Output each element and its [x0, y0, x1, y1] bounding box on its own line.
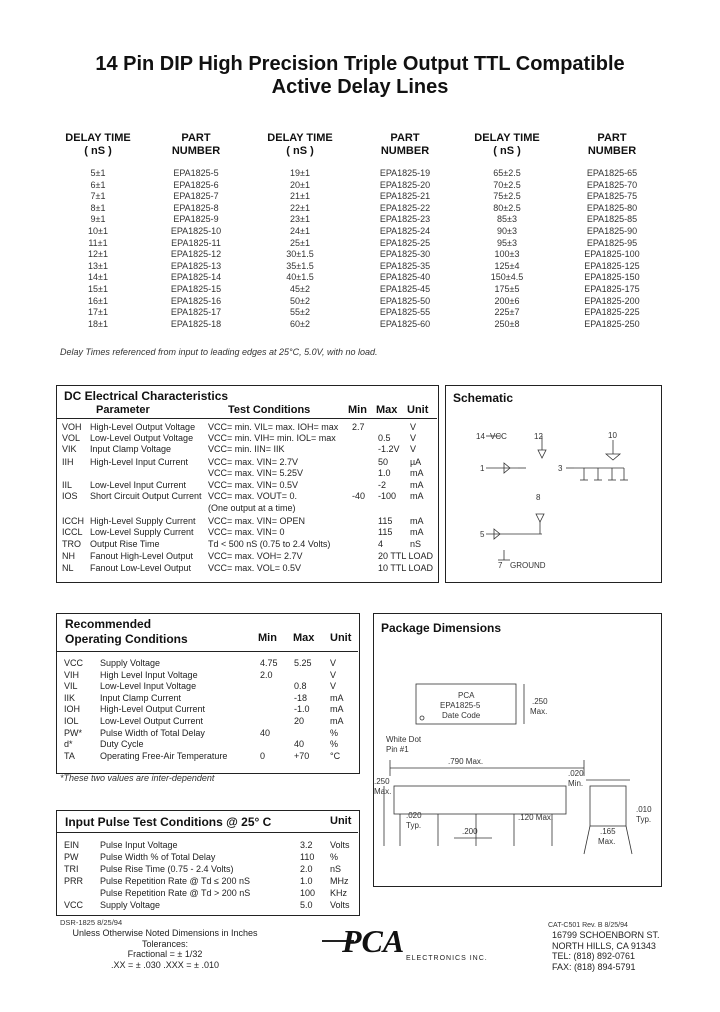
address-line-2: NORTH HILLS, CA 91343	[552, 940, 656, 951]
dc-max: 1.0	[378, 468, 391, 478]
rec-min: 2.0	[260, 669, 273, 680]
pkg-typ2: Typ.	[636, 815, 652, 824]
dc-symbol: VIK	[62, 444, 77, 454]
delay-table-cell: EPA1825-35	[379, 260, 431, 271]
rec-symbol: VIH	[64, 669, 80, 680]
delay-header-line1: DELAY TIME	[474, 132, 540, 144]
dc-unit: mA	[410, 468, 424, 478]
rec-title-2: Operating Conditions	[65, 632, 188, 646]
dc-symbol: IIH	[62, 457, 74, 467]
delay-header-line1: PART	[181, 132, 211, 144]
delay-table-cell: EPA1825-19	[379, 168, 431, 178]
delay-table-cell: 80±2.5	[493, 202, 521, 213]
delay-table-cell: EPA1825-60	[379, 318, 431, 329]
delay-table-cell: EPA1825-55	[379, 307, 431, 318]
rec-max: 40	[294, 739, 305, 750]
tel-line: TEL: (818) 892-0761	[552, 951, 636, 961]
delay-table-cell: 7±1	[90, 191, 106, 202]
rec-min: 4.75	[260, 658, 278, 668]
dc-unit: V	[410, 422, 417, 432]
dc-condition: VCC= min. VIH= min. IOL= max	[208, 433, 336, 443]
pulse-unit: MHz	[330, 876, 349, 886]
delay-table-cell: 200±6	[494, 295, 520, 306]
dc-param: Input Clamp Voltage	[90, 444, 172, 454]
delay-table-cell: EPA1825-5	[173, 168, 219, 178]
doc-left-code: DSR-1825 8/25/94	[60, 918, 123, 927]
delay-table-cell: 175±5	[494, 284, 520, 294]
delay-table-cell: 14±1	[88, 272, 108, 283]
rec-max: -1.0	[294, 704, 310, 715]
dc-param: Fanout Low-Level Output	[90, 563, 192, 573]
dc-param: Low-Level Input Current	[90, 480, 187, 490]
schematic-pin8-label: 8	[536, 493, 541, 502]
rec-param: High Level Input Voltage	[100, 669, 198, 680]
pkg-d010: .010	[636, 805, 652, 814]
pulse-unit-header: Unit	[330, 815, 352, 827]
pulse-symbol: EIN	[64, 840, 80, 850]
delay-table-cell: EPA1825-22	[379, 202, 431, 213]
delay-table-cell: 35±1.5	[286, 260, 314, 271]
dc-min: 2.7	[352, 422, 365, 432]
dc-condition: VCC= min. VIL= max. IOH= max	[208, 422, 339, 432]
rec-min: 40	[260, 727, 271, 738]
delay-table-cell: 18±1	[88, 318, 108, 329]
pulse-unit: Volts	[330, 840, 350, 850]
delay-table-cell: 20±1	[290, 179, 310, 190]
delay-table-cell: EPA1825-7	[173, 191, 219, 202]
dc-param: Short Circuit Output Current	[90, 491, 202, 501]
dc-unit: nS	[410, 539, 422, 549]
delay-table-cell: 16±1	[88, 295, 108, 306]
pulse-value: 100	[300, 888, 316, 898]
pkg-d020b: .020	[406, 811, 422, 820]
schematic-title: Schematic	[453, 391, 514, 405]
delay-table-cell: 95±3	[497, 237, 517, 248]
delay-header-line1: PART	[390, 132, 420, 144]
rec-symbol: PW*	[64, 727, 82, 738]
delay-table-cell: EPA1825-40	[379, 272, 431, 283]
delay-table-cell: EPA1825-6	[173, 179, 219, 190]
dc-max-header: Max	[376, 404, 398, 416]
delay-table-cell: 30±1.5	[286, 249, 314, 260]
address-line-1: 16799 SCHOENBORN ST.	[552, 930, 660, 940]
dc-condition: VCC= max. VOUT= 0.	[208, 491, 298, 501]
delay-table-cell: 125±4	[494, 260, 520, 271]
delay-table-cell: 60±2	[290, 318, 310, 329]
rec-unit: mA	[330, 692, 344, 703]
dc-symbol: VOH	[62, 422, 82, 432]
delay-table-cell: 8±1	[90, 202, 106, 213]
dc-max: 115	[378, 516, 393, 526]
pulse-symbol: PW	[64, 852, 79, 862]
delay-table-cell: EPA1825-175	[584, 284, 640, 294]
delay-table-cell: EPA1825-50	[379, 295, 431, 306]
dc-param: Output Rise Time	[90, 539, 160, 549]
dc-unit: mA	[410, 480, 424, 490]
rec-max: 20	[294, 716, 305, 726]
delay-table-cell: 6±1	[90, 179, 106, 190]
delay-header-line1: PART	[597, 132, 627, 144]
dc-condition: VCC= max. VIN= 0.5V	[208, 480, 299, 490]
delay-table-cell: 13±1	[88, 260, 108, 271]
rec-unit-header: Unit	[330, 632, 352, 644]
delay-table-cell: 50±2	[290, 295, 310, 306]
dc-max: -2	[378, 480, 387, 490]
delay-table-cell: 10±1	[88, 226, 108, 236]
delay-table-cell: EPA1825-8	[173, 202, 219, 213]
schematic-diagram	[446, 410, 659, 580]
pkg-datecode: Date Code	[442, 711, 481, 720]
delay-table-cell: EPA1825-25	[379, 237, 431, 248]
dc-param: High-Level Supply Current	[90, 516, 196, 526]
dc-unit: mA	[410, 516, 424, 526]
delay-table-cell: 12±1	[88, 249, 108, 260]
dc-symbol: IIL	[62, 480, 73, 490]
dc-unit: mA	[410, 491, 424, 501]
delay-table-cell: EPA1825-90	[586, 226, 638, 236]
delay-table-cell: EPA1825-250	[584, 318, 640, 329]
rec-title-1: Recommended	[65, 617, 152, 631]
rec-max: 0.8	[294, 681, 307, 692]
rec-max: 5.25	[294, 658, 312, 668]
pkg-d020: .020	[568, 769, 584, 778]
dc-param: High-Level Input Current	[90, 457, 189, 467]
tolerance-line-1: Unless Otherwise Noted Dimensions in Inches	[72, 928, 258, 938]
dc-max: -1.2V	[378, 444, 400, 454]
dc-param: High-Level Output Voltage	[90, 422, 196, 432]
pkg-d200: .200	[462, 827, 478, 836]
pulse-param: Pulse Repetition Rate @ Td > 200 nS	[100, 888, 251, 898]
rec-unit: mA	[330, 704, 344, 715]
delay-table-cell: EPA1825-10	[170, 226, 222, 236]
delay-table-cell: EPA1825-9	[173, 214, 219, 225]
delay-header-line1: DELAY TIME	[65, 132, 131, 144]
delay-table-cell: 19±1	[290, 168, 310, 178]
rec-symbol: VCC	[64, 658, 84, 668]
dc-symbol: IOS	[62, 491, 78, 501]
delay-table-cell: 65±2.5	[493, 168, 521, 178]
dc-max: -100	[378, 491, 397, 501]
delay-table-cell: EPA1825-20	[379, 179, 431, 190]
package-drawing	[374, 640, 659, 884]
dc-max: 0.5	[378, 433, 391, 443]
rec-min-header: Min	[258, 632, 277, 644]
rec-unit: %	[330, 739, 339, 750]
delay-table-cell: EPA1825-100	[584, 249, 640, 260]
pkg-dmax: Max.	[530, 707, 548, 716]
dc-symbol: VOL	[62, 433, 81, 443]
delay-note: Delay Times referenced from input to leading edges at 25°C, 5.0V, with no load.	[60, 347, 378, 357]
delay-table-cell: 55±2	[290, 307, 310, 318]
delay-table-cell: 5±1	[90, 168, 106, 178]
tolerance-line-4: .XX = ± .030 .XXX = ± .010	[111, 959, 219, 970]
pulse-param: Supply Voltage	[100, 900, 161, 910]
pkg-brand: PCA	[458, 691, 475, 700]
package-title: Package Dimensions	[381, 621, 502, 635]
rec-max: +70	[294, 750, 310, 761]
pkg-dmin: Min.	[568, 779, 584, 788]
delay-table-cell: EPA1825-23	[379, 214, 431, 225]
delay-table-cell: 70±2.5	[493, 179, 521, 190]
rec-symbol: IIK	[64, 692, 76, 703]
pkg-part: EPA1825-5	[440, 701, 481, 710]
schematic-pin3-label: 3	[558, 464, 563, 473]
doc-code: CAT-C501 Rev. B 8/25/94	[548, 922, 628, 929]
rec-param: High-Level Output Current	[100, 704, 206, 715]
delay-table-cell: EPA1825-65	[586, 168, 638, 178]
pulse-value: 3.2	[300, 840, 313, 850]
schematic-pin7-label: 7	[498, 561, 503, 570]
pulse-param: Pulse Width % of Total Delay	[100, 852, 216, 862]
schematic-pin1-label: 1	[480, 464, 485, 473]
rec-unit: V	[330, 669, 337, 680]
pkg-d250b: .250	[374, 777, 390, 786]
dc-max: 4	[378, 539, 384, 549]
dc-condition: (One output at a time)	[208, 503, 296, 513]
delay-table-cell: EPA1825-150	[584, 272, 640, 283]
dc-symbol: ICCH	[62, 516, 84, 526]
delay-table-cell: EPA1825-21	[379, 191, 431, 202]
dc-condition: VCC= max. VIN= OPEN	[208, 516, 306, 526]
schematic-ground-label: GROUND	[510, 561, 546, 570]
delay-header-line2: NUMBER	[380, 145, 430, 157]
dc-unit: mA	[410, 527, 424, 537]
pkg-d165: .165	[600, 827, 616, 836]
dc-unit: V	[410, 444, 417, 454]
dc-param: Fanout High-Level Output	[90, 551, 194, 561]
rec-symbol: IOL	[64, 716, 79, 726]
dc-max: 20 TTL LOAD	[378, 551, 434, 561]
delay-header-line2: NUMBER	[587, 145, 637, 157]
delay-table-cell: EPA1825-125	[584, 260, 640, 271]
delay-table-cell: 25±1	[290, 237, 310, 248]
page-title: 14 Pin DIP High Precision Triple Output TTL Compatible	[95, 53, 625, 75]
schematic-vcc-label: VCC	[490, 432, 507, 441]
delay-table-cell: 250±8	[494, 318, 520, 329]
delay-table-cell: 23±1	[290, 214, 310, 225]
tolerance-line-2: Tolerances:	[141, 938, 189, 949]
pulse-unit: %	[330, 852, 339, 862]
pulse-param: Pulse Rise Time (0.75 - 2.4 Volts)	[100, 864, 234, 874]
delay-table-cell: 21±1	[290, 191, 310, 202]
delay-table-cell: 22±1	[290, 202, 310, 213]
rec-param: Duty Cycle	[100, 739, 144, 750]
address-block	[552, 930, 660, 972]
rec-min: 0	[260, 750, 266, 761]
tolerance-line-3: Fractional = ± 1/32	[127, 949, 203, 959]
schematic-pin5-label: 5	[480, 530, 485, 539]
fax-line: FAX: (818) 894-5791	[552, 961, 636, 972]
pulse-divider	[57, 832, 358, 833]
delay-table-cell: EPA1825-15	[170, 284, 222, 294]
delay-table-cell: EPA1825-13	[170, 260, 222, 271]
dc-title: DC Electrical Characteristics	[64, 389, 229, 403]
delay-header-line1: DELAY TIME	[267, 132, 333, 144]
pkg-whitedot: White Dot	[386, 735, 422, 744]
delay-table-cell: 85±3	[497, 214, 517, 225]
rec-symbol: d*	[64, 739, 73, 750]
delay-table-cell: 24±1	[290, 226, 310, 236]
rec-param: Input Clamp Current	[100, 692, 182, 703]
rec-note: *These two values are inter-dependent	[60, 773, 215, 783]
delay-header-line2: ( nS )	[84, 145, 112, 157]
dc-min-header: Min	[348, 404, 367, 416]
schematic-pin10-label: 10	[608, 431, 617, 440]
rec-param: Pulse Width of Total Delay	[100, 727, 205, 738]
pulse-title: Input Pulse Test Conditions @ 25° C	[65, 815, 272, 829]
dc-unit: µA	[410, 457, 422, 467]
dc-min: -40	[352, 491, 366, 501]
dc-symbol: TRO	[62, 539, 81, 549]
delay-header-line2: ( nS )	[493, 145, 521, 157]
pulse-value: 2.0	[300, 864, 313, 874]
dc-condition: VCC= max. VIN= 2.7V	[208, 457, 299, 467]
pulse-symbol: VCC	[64, 900, 84, 910]
pkg-dmaxb: Max.	[374, 787, 392, 796]
delay-table-cell: EPA1825-200	[584, 295, 640, 306]
delay-table-cell: EPA1825-17	[170, 307, 222, 318]
pulse-param: Pulse Repetition Rate @ Td ≤ 200 nS	[100, 876, 250, 886]
delay-table-cell: EPA1825-30	[379, 249, 431, 260]
pulse-value: 110	[300, 852, 315, 862]
pkg-d120: .120 Max.	[518, 813, 554, 822]
pulse-unit: KHz	[330, 888, 348, 898]
rec-param: Low-Level Input Voltage	[100, 681, 197, 692]
rec-symbol: VIL	[64, 681, 78, 692]
dc-param: Low-Level Output Voltage	[90, 433, 194, 443]
dc-param-header: Parameter	[96, 404, 150, 416]
dc-param: Low-Level Supply Current	[90, 527, 194, 537]
delay-table-cell: EPA1825-14	[170, 272, 222, 283]
delay-table-cell: 15±1	[88, 284, 108, 294]
delay-table-cell: EPA1825-18	[170, 318, 222, 329]
pulse-unit: Volts	[330, 900, 350, 910]
delay-header-line2: NUMBER	[171, 145, 221, 157]
pulse-value: 5.0	[300, 900, 313, 910]
delay-table-cell: 90±3	[497, 226, 517, 236]
dc-symbol: NL	[62, 563, 74, 573]
delay-table-cell: 11±1	[88, 237, 108, 248]
delay-table-cell: EPA1825-24	[379, 226, 431, 236]
delay-table-cell: EPA1825-225	[584, 307, 640, 318]
rec-unit: mA	[330, 716, 344, 726]
pulse-symbol: PRR	[64, 876, 84, 886]
rec-max-header: Max	[293, 632, 315, 644]
dc-cond-header: Test Conditions	[228, 404, 311, 416]
dc-max: 115	[378, 527, 393, 537]
pkg-typ: Typ.	[406, 821, 422, 830]
pkg-d250: .250	[532, 697, 548, 706]
delay-table-cell: EPA1825-45	[379, 284, 431, 294]
dc-condition: VCC= min. IIN= IIK	[208, 444, 285, 454]
delay-table-cell: EPA1825-85	[586, 214, 638, 225]
delay-table-cell: 100±3	[494, 249, 520, 260]
pulse-value: 1.0	[300, 876, 313, 886]
delay-table-cell: EPA1825-11	[171, 237, 221, 248]
dc-divider	[57, 418, 437, 419]
pulse-unit: nS	[330, 864, 342, 874]
schematic-pin14-label: 14	[476, 432, 485, 441]
rec-param: Supply Voltage	[100, 658, 161, 668]
delay-table-cell: EPA1825-75	[586, 191, 638, 202]
dc-condition: VCC= max. VOL= 0.5V	[208, 563, 302, 573]
delay-header-line2: ( nS )	[286, 145, 314, 157]
delay-table-cell: 150±4.5	[490, 272, 524, 283]
electronics-label: ELECTRONICS INC.	[406, 955, 488, 962]
rec-param: Low-Level Output Current	[100, 716, 204, 726]
page-subtitle: Active Delay Lines	[271, 76, 449, 98]
delay-table-cell: EPA1825-16	[170, 295, 222, 306]
delay-table-cell: EPA1825-95	[586, 237, 638, 248]
delay-table-cell: EPA1825-80	[586, 202, 638, 213]
dc-condition: VCC= max. VIN= 0	[208, 527, 285, 537]
dc-max: 50	[378, 457, 389, 467]
delay-table-cell: EPA1825-70	[586, 179, 638, 190]
rec-divider	[57, 651, 358, 652]
delay-table-cell: 17±1	[88, 307, 108, 318]
delay-table-cell: 45±2	[290, 284, 310, 294]
rec-param: Operating Free-Air Temperature	[100, 750, 228, 761]
rec-symbol: IOH	[64, 704, 81, 715]
pulse-param: Pulse Input Voltage	[100, 840, 178, 850]
dc-symbol: NH	[62, 551, 75, 561]
delay-table-cell: 9±1	[90, 214, 106, 225]
schematic-pin12-label: 12	[534, 432, 543, 441]
dc-condition: Td < 500 nS (0.75 to 2.4 Volts)	[208, 539, 331, 549]
pkg-d790: .790 Max.	[448, 757, 484, 766]
delay-table-cell: 40±1.5	[286, 272, 314, 283]
delay-table-cell: 225±7	[494, 307, 520, 318]
rec-unit: °C	[330, 750, 341, 761]
rec-unit: V	[330, 681, 337, 692]
rec-unit: %	[330, 727, 339, 738]
delay-table-cell: 75±2.5	[493, 191, 521, 202]
rec-max: -18	[294, 692, 308, 703]
pulse-symbol: TRI	[64, 864, 79, 874]
pca-logo: PCA	[342, 923, 405, 959]
rec-symbol: TA	[64, 750, 75, 761]
pkg-pin1: Pin #1	[386, 745, 409, 754]
dc-condition: VCC= max. VIN= 5.25V	[208, 468, 304, 478]
rec-unit: V	[330, 658, 337, 668]
dc-unit: V	[410, 433, 417, 443]
dc-unit-header: Unit	[407, 404, 429, 416]
dc-symbol: ICCL	[62, 527, 83, 537]
delay-table-cell: EPA1825-12	[170, 249, 222, 260]
dc-condition: VCC= max. VOH= 2.7V	[208, 551, 303, 561]
pkg-dmax3: Max.	[598, 837, 616, 846]
dc-max: 10 TTL LOAD	[378, 563, 434, 573]
tolerances	[40, 928, 290, 970]
